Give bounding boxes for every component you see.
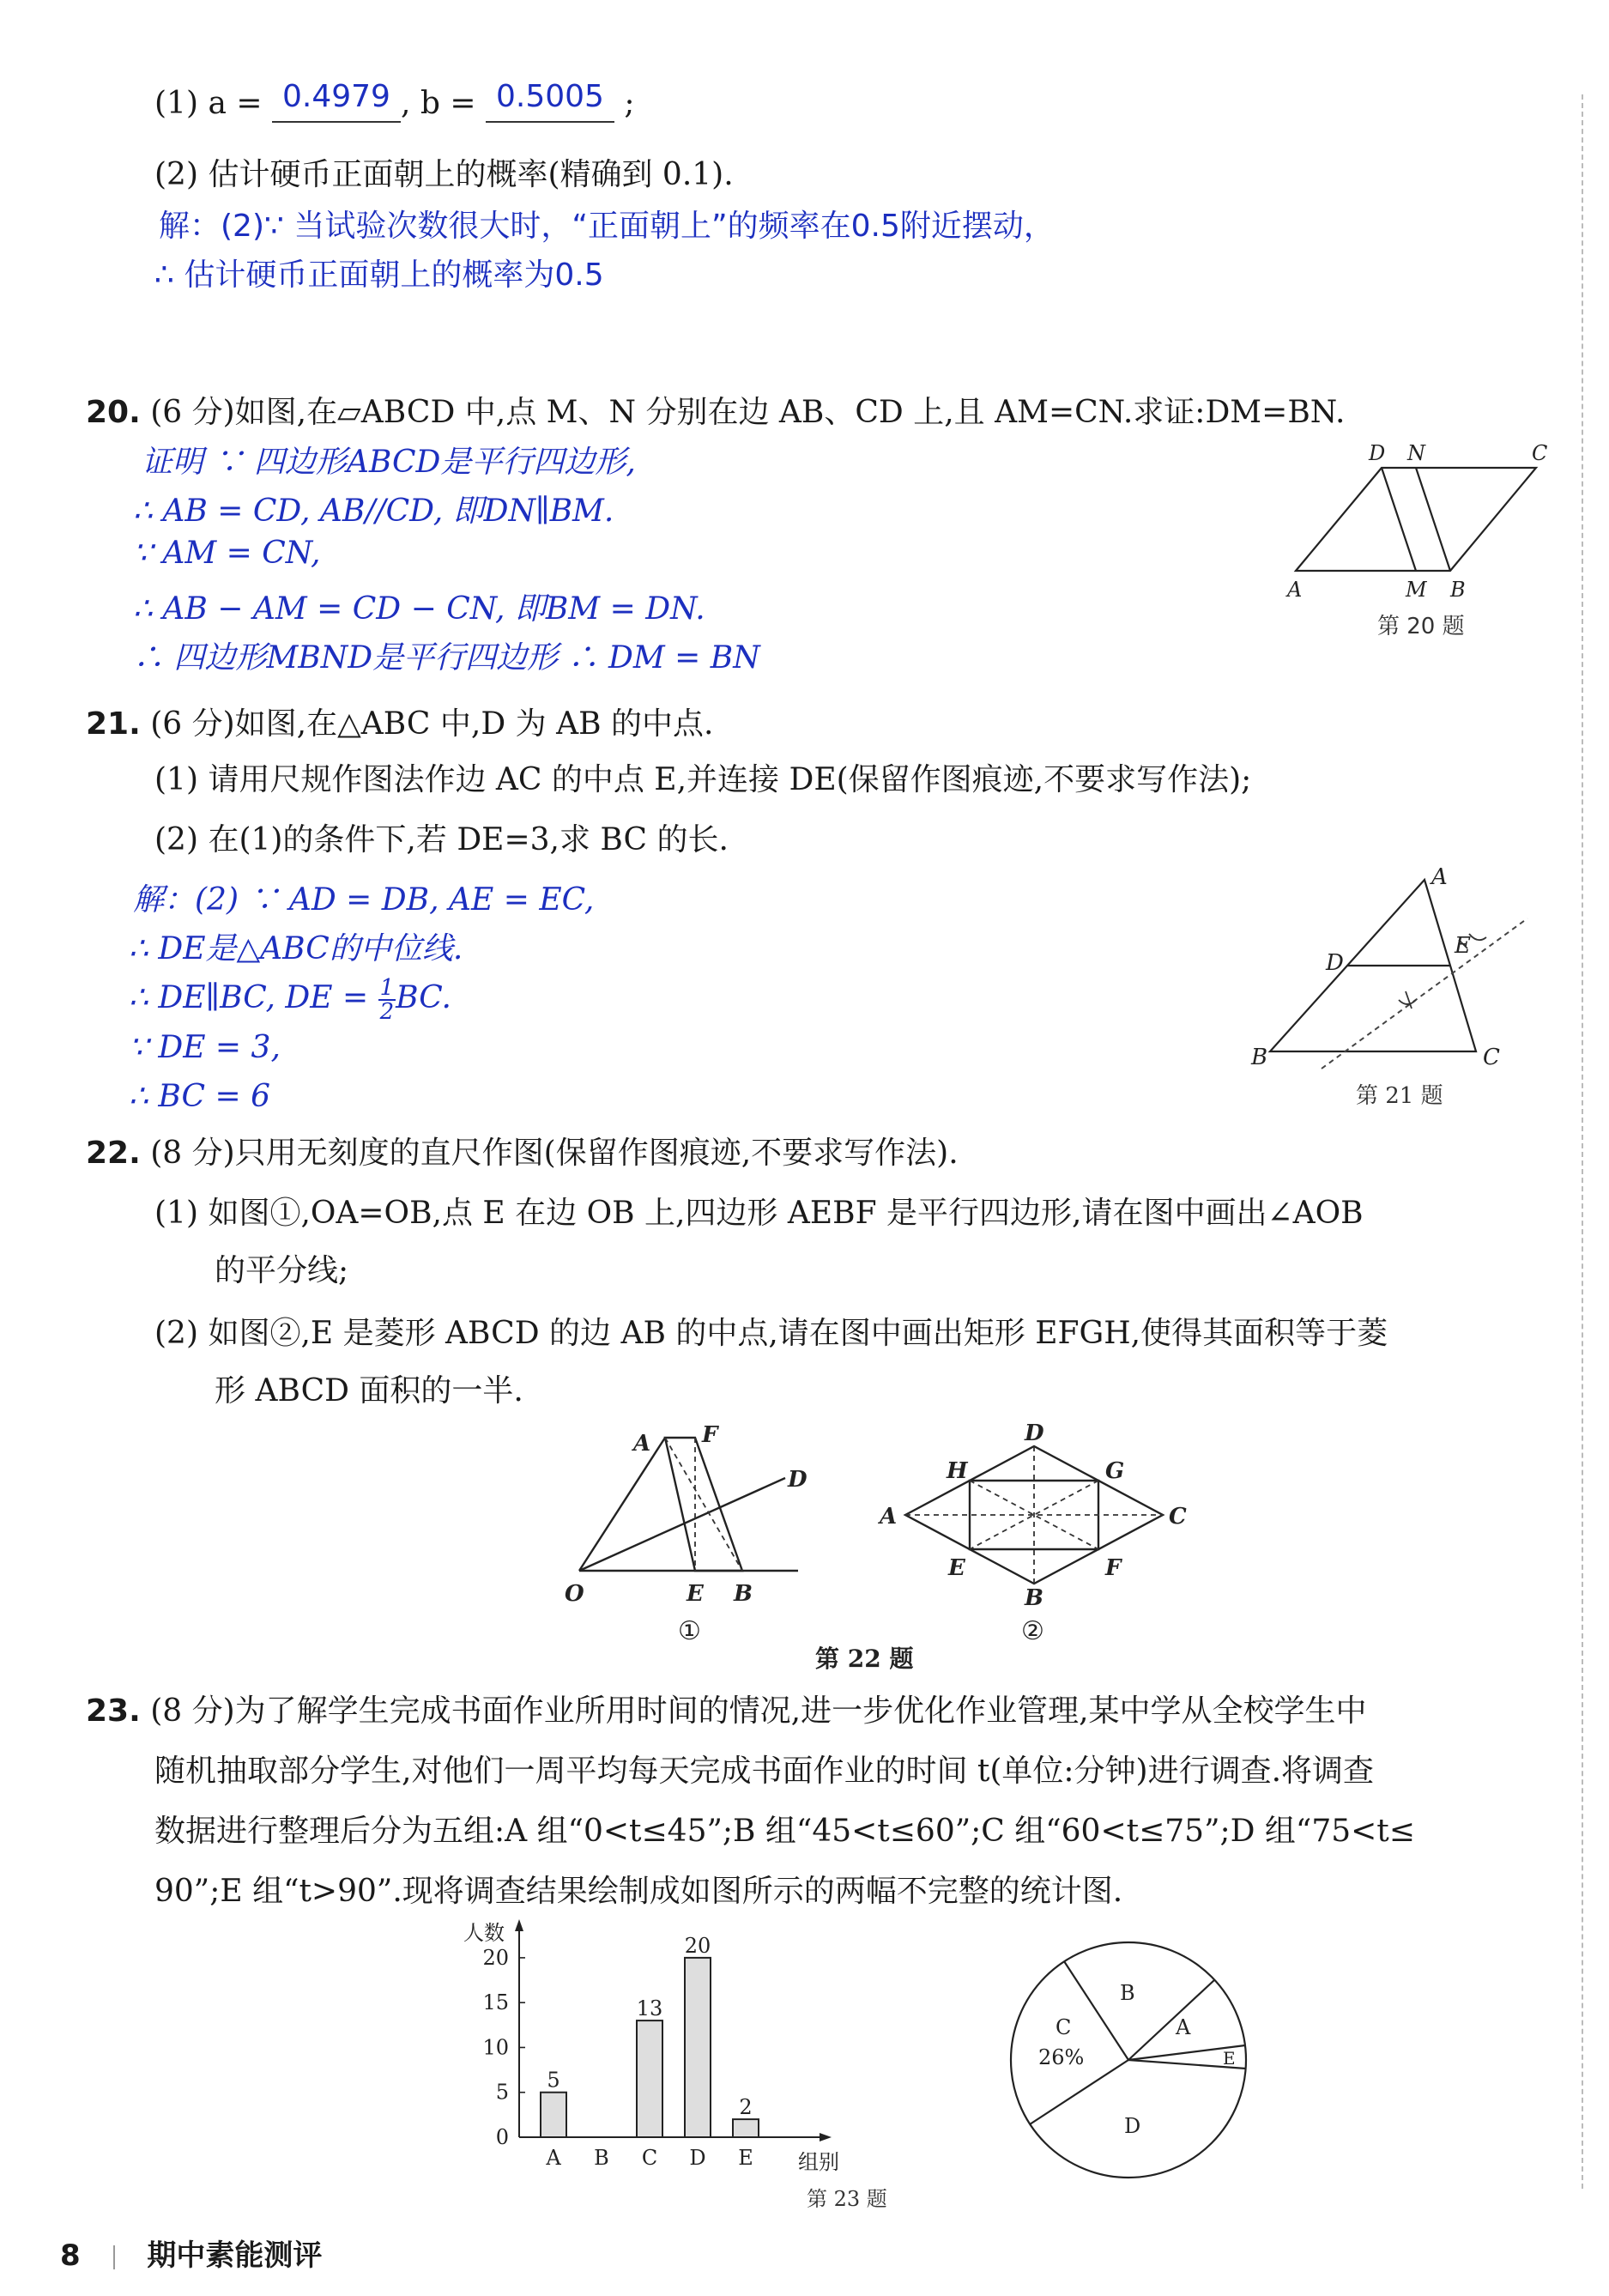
q20-stem [86, 388, 1345, 432]
fig1-label-f: F [702, 1422, 718, 1448]
fig2-label-g: G [1105, 1458, 1125, 1484]
q20-number: 20. [86, 395, 141, 430]
q19-a-value: 0.4979 [281, 79, 390, 114]
bar-value-label: 13 [636, 1996, 663, 2021]
q21-frac-den: 2 [379, 999, 395, 1025]
fig2-label-d: D [1025, 1421, 1044, 1446]
q19-a-blank [272, 79, 401, 123]
q20-label-n: N [1407, 441, 1425, 465]
q22-part2a: (2) 如图②,E 是菱形 ABCD 的边 AB 的中点,请在图中画出矩形 EFGH,使得其面积等于菱 [154, 1316, 1388, 1351]
bar-value-label: 5 [547, 2068, 560, 2093]
pie-label-c: C [1056, 2015, 1072, 2039]
q20-proof-2: ∴ AB = CD, AB//CD, 即DN∥BM. [133, 494, 614, 529]
q23-number: 23. [86, 1693, 141, 1729]
q22-text: (8 分)只用无刻度的直尺作图(保留作图痕迹,不要求写作法). [150, 1136, 959, 1171]
footer-divider [113, 2245, 115, 2269]
q19-part1 [154, 79, 635, 123]
q20-caption: 第 20 题 [1377, 614, 1465, 639]
q22-fig1 [579, 1438, 798, 1571]
pie-label-e: E [1223, 2048, 1236, 2069]
q23-line3: 数据进行整理后分为五组:A 组“0<t≤45”;B 组“45<t≤60”;C 组“60<t≤75”;D 组“75<t≤ [154, 1814, 1415, 1849]
q22-caption: 第 22 题 [815, 1645, 914, 1673]
bar-y-tick-label: 5 [495, 2080, 509, 2105]
fig1-circled-label: ① [678, 1616, 701, 1646]
footer [60, 2232, 322, 2274]
q20-label-a: A [1287, 578, 1303, 602]
bar-category-label: A [546, 2146, 561, 2170]
bar-category-label: D [689, 2146, 706, 2170]
q20-proof-1: 证明 ∵ 四边形ABCD是平行四边形, [142, 445, 636, 480]
fig2-label-f: F [1105, 1555, 1122, 1581]
q23-text-line1: (8 分)为了解学生完成书面作业所用时间的情况,进一步优化作业管理,某中学从全校学生中 [150, 1693, 1367, 1729]
q19-b-value: 0.5005 [495, 79, 604, 114]
q23-line1 [86, 1687, 1367, 1730]
q21-label-c: C [1483, 1045, 1500, 1070]
q23-line4: 90”;E 组“t>90”.现将调查结果绘制成如图所示的两幅不完整的统计图. [154, 1874, 1123, 1909]
q21-figure [1236, 858, 1562, 1116]
bar-x-arrow [820, 2133, 832, 2142]
q21-part2: (2) 在(1)的条件下,若 DE=3,求 BC 的长. [154, 822, 729, 857]
bar-y-tick-label: 0 [495, 2125, 509, 2149]
q20-label-d: D [1369, 441, 1386, 465]
bar-ylabel: 人数 [463, 1921, 505, 1945]
fig2-label-h: H [947, 1458, 968, 1484]
q21-label-a: A [1431, 864, 1448, 890]
pie-divider-dc [1030, 2060, 1128, 2124]
pie-label-d: D [1124, 2114, 1141, 2138]
q19-b-blank [486, 79, 614, 123]
q21-sol-4: ∵ DE = 3, [129, 1030, 281, 1065]
fig2-label-a: A [880, 1504, 898, 1530]
parallelogram-abcd [1296, 468, 1536, 571]
q21-sol-3 [129, 977, 451, 1023]
q21-number: 21. [86, 706, 141, 742]
pie-label-c-percent: 26% [1038, 2045, 1085, 2069]
bar-D [685, 1958, 711, 2137]
q19-end: ; [624, 86, 635, 121]
q23-caption: 第 23 题 [807, 2187, 887, 2211]
q21-sol-5: ∴ BC = 6 [129, 1079, 270, 1114]
segment-nb [1416, 468, 1450, 571]
q20-label-b: B [1450, 578, 1466, 602]
q21-sol-2: ∴ DE是△ABC的中位线. [129, 931, 463, 966]
q20-proof-3: ∵ AM = CN, [133, 536, 321, 571]
q21-part1: (1) 请用尺规作图法作边 AC 的中点 E,并连接 DE(保留作图痕迹,不要求写作法); [154, 762, 1252, 797]
pie-dividers [1030, 1961, 1246, 2124]
q21-sol-3-tail: BC. [396, 980, 451, 1015]
q20-label-m: M [1406, 578, 1427, 602]
q21-caption: 第 21 题 [1356, 1083, 1443, 1109]
bar-xlabel: 组别 [798, 2150, 839, 2174]
q19-part2: (2) 估计硬币正面朝上的概率(精确到 0.1). [154, 157, 734, 192]
q21-label-b: B [1251, 1045, 1268, 1070]
q19-solution-line1: 解：(2)∵ 当试验次数很大时，“正面朝上”的频率在0.5附近摆动， [159, 209, 1055, 244]
q21-fraction [378, 977, 396, 1023]
q23-bar-chart [446, 1918, 892, 2219]
footer-title: 期中素能测评 [147, 2238, 323, 2273]
footer-page-number: 8 [60, 2238, 81, 2273]
q21-text: (6 分)如图,在△ABC 中,D 为 AB 的中点. [150, 706, 714, 742]
fig2-label-e: E [948, 1555, 965, 1581]
q21-sol-3-text: ∴ DE∥BC, DE = [129, 980, 378, 1015]
bar-y-tick-label: 10 [482, 2035, 509, 2060]
q21-stem [86, 700, 713, 743]
q19-solution-line2: ∴ 估计硬币正面朝上的概率为0.5 [154, 257, 604, 293]
bar-value-label: 2 [739, 2095, 753, 2120]
bar-A [541, 2093, 566, 2137]
q22-part1a: (1) 如图①,OA=OB,点 E 在边 OB 上,四边形 AEBF 是平行四边形,请在图中画出∠AOB [154, 1196, 1364, 1231]
q20-text: (6 分)如图,在▱ABCD 中,点 M、N 分别在边 AB、CD 上,且 AM=CN.求证:DM=BN. [150, 395, 1346, 430]
q21-sol-1: 解：(2) ∵ AD = DB, AE = EC, [133, 882, 595, 918]
q21-frac-num: 1 [379, 975, 395, 1001]
bar-C [637, 2020, 662, 2137]
pie-divider-ba [1128, 1980, 1214, 2060]
fig1-label-e: E [687, 1581, 704, 1607]
q22-part2b: 形 ABCD 面积的一半. [215, 1373, 523, 1408]
fig2-circled-label: ② [1021, 1616, 1044, 1646]
fig2-label-b: B [1025, 1585, 1043, 1611]
bar-category-label: C [641, 2146, 658, 2170]
fig1-label-o: O [565, 1581, 584, 1607]
q23-line2: 随机抽取部分学生,对他们一周平均每天完成书面作业的时间 t(单位:分钟)进行调查.将调查 [154, 1754, 1375, 1789]
q20-label-c: C [1532, 441, 1548, 465]
margin-dashed-line [1582, 94, 1583, 2189]
pie-label-b: B [1120, 1981, 1135, 2005]
arc-mark-upper [1469, 934, 1486, 940]
q22-number: 22. [86, 1136, 141, 1171]
q19-part1-prefix: (1) a = [154, 86, 263, 121]
bar-layer [482, 1919, 832, 2170]
q20-figure [1279, 438, 1562, 644]
q21-label-e: E [1455, 933, 1471, 959]
segment-dm [1382, 468, 1416, 571]
fig1-label-d: D [788, 1467, 808, 1493]
fig2-label-c: C [1169, 1504, 1187, 1530]
bar-E [733, 2119, 759, 2137]
q22-part1b: 的平分线; [215, 1253, 349, 1288]
q20-proof-5: ∴ 四边形MBND是平行四边形 ∴ DM = BN [133, 640, 760, 675]
q22-figures [515, 1416, 1219, 1682]
bar-category-label: E [738, 2146, 753, 2170]
bar-y-tick-label: 15 [482, 1990, 509, 2015]
bar-value-label: 20 [684, 1933, 711, 1958]
bar-y-tick-label: 20 [482, 1945, 509, 1970]
diag-ab [665, 1438, 742, 1571]
pie-label-a: A [1176, 2015, 1191, 2039]
q22-stem [86, 1129, 959, 1172]
bar-y-arrow [515, 1919, 523, 1931]
q20-proof-4: ∴ AB − AM = CD − CN, 即BM = DN. [133, 591, 705, 627]
q23-pie-chart [1004, 1927, 1270, 2193]
q19-sep: , b = [400, 86, 476, 121]
fig1-label-a: A [633, 1431, 651, 1457]
q21-label-d: D [1326, 950, 1344, 976]
fig1-label-b: B [734, 1581, 753, 1607]
bar-category-label: B [594, 2146, 609, 2170]
